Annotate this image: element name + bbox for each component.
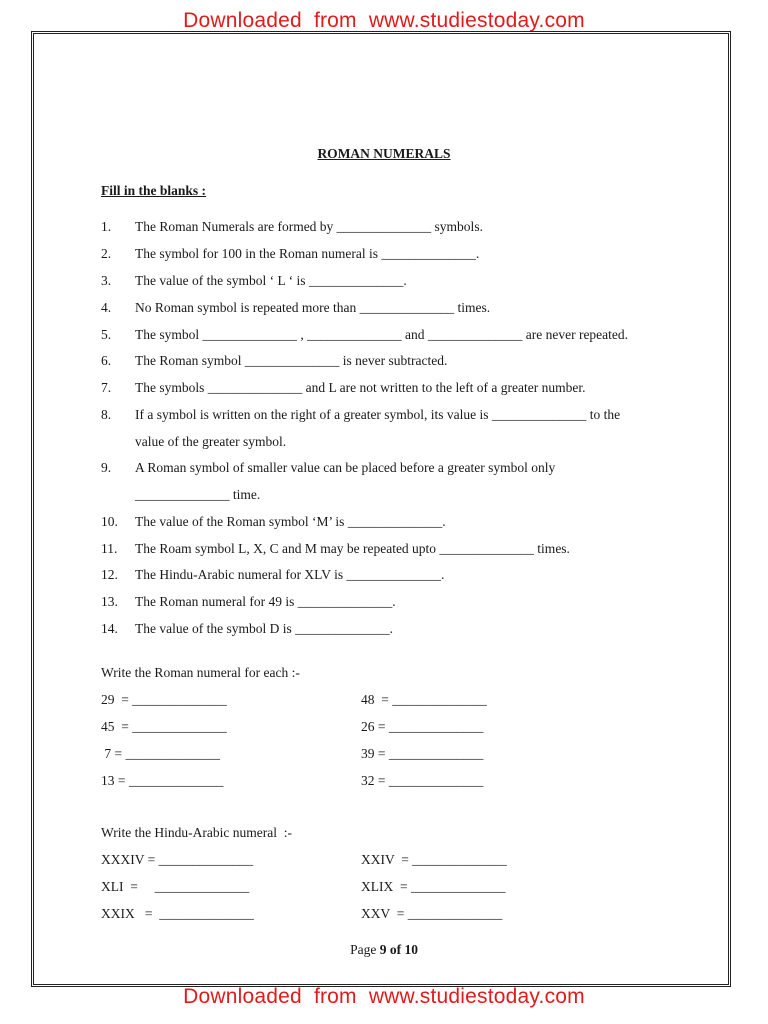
question-number: 12. xyxy=(101,567,118,582)
worksheet-title: ROMAN NUMERALS xyxy=(317,146,451,161)
question-item xyxy=(101,539,681,559)
total-pages: 10 xyxy=(404,942,418,957)
question-number: 8. xyxy=(101,407,112,422)
question-continuation xyxy=(101,432,681,452)
question-number: 13. xyxy=(101,594,118,609)
question-number: 7. xyxy=(101,380,112,395)
question-number: 9. xyxy=(101,460,112,475)
question-item xyxy=(101,217,681,237)
question-number: 10. xyxy=(101,514,118,529)
question-text: value of the greater symbol. xyxy=(135,434,287,449)
question-text: ______________ time. xyxy=(135,487,261,502)
hindu-arabic-exercise-right: XLIX = ______________ xyxy=(361,879,506,894)
page-border xyxy=(31,31,731,987)
roman-exercise-right: 32 = ______________ xyxy=(361,773,484,788)
question-text: The symbols ______________ and L are not written to the left of a greater number. xyxy=(135,380,586,395)
question-item xyxy=(101,405,681,425)
question-number: 11. xyxy=(101,541,118,556)
question-text: No Roman symbol is repeated more than ______________ times. xyxy=(135,300,491,315)
hindu-arabic-exercise-right: XXV = ______________ xyxy=(361,906,503,921)
question-item xyxy=(101,271,681,291)
question-text: The Roman Numerals are formed by ______________ symbols. xyxy=(135,219,483,234)
download-banner-top: Downloaded from www.studiestoday.com xyxy=(183,9,585,32)
question-item xyxy=(101,351,681,371)
question-text: The symbol for 100 in the Roman numeral is ______________. xyxy=(135,246,480,261)
page-number xyxy=(0,942,768,958)
question-number: 5. xyxy=(101,327,112,342)
question-text: The Hindu-Arabic numeral for XLV is ______________. xyxy=(135,567,445,582)
question-text: The Roman numeral for 49 is ______________. xyxy=(135,594,396,609)
question-continuation xyxy=(101,485,681,505)
roman-exercise-right: 26 = ______________ xyxy=(361,719,484,734)
question-item xyxy=(101,298,681,318)
question-item xyxy=(101,565,681,585)
hindu-arabic-exercise-right: XXIV = ______________ xyxy=(361,852,507,867)
question-item xyxy=(101,458,681,478)
question-item xyxy=(101,325,681,345)
question-text: A Roman symbol of smaller value can be placed before a greater symbol only xyxy=(135,460,556,475)
roman-exercise-left: 7 = ______________ xyxy=(101,746,220,761)
roman-exercise-right: 39 = ______________ xyxy=(361,746,484,761)
fill-blanks-heading: Fill in the blanks : xyxy=(101,183,207,198)
question-number: 3. xyxy=(101,273,112,288)
question-text: If a symbol is written on the right of a greater symbol, its value is ______________ to the xyxy=(135,407,621,422)
question-item xyxy=(101,244,681,264)
roman-section-heading: Write the Roman numeral for each :- xyxy=(101,665,300,680)
question-item xyxy=(101,378,681,398)
question-number: 2. xyxy=(101,246,112,261)
question-number: 6. xyxy=(101,353,112,368)
roman-exercise-right: 48 = ______________ xyxy=(361,692,487,707)
hindu-arabic-exercise-left: XXXIV = ______________ xyxy=(101,852,254,867)
question-number: 4. xyxy=(101,300,112,315)
question-text: The value of the Roman symbol ‘M’ is ______________. xyxy=(135,514,446,529)
question-item xyxy=(101,592,681,612)
question-text: The Roam symbol L, X, C and M may be repeated upto ______________ times. xyxy=(135,541,570,556)
question-item xyxy=(101,619,681,639)
question-number: 14. xyxy=(101,621,118,636)
question-text: The symbol ______________ , ______________ and ______________ are never repeated. xyxy=(135,327,629,342)
download-banner-bottom: Downloaded from www.studiestoday.com xyxy=(183,985,585,1008)
current-page: 9 xyxy=(379,942,387,957)
roman-exercise-left: 13 = ______________ xyxy=(101,773,224,788)
question-item xyxy=(101,512,681,532)
page-label: Page xyxy=(350,942,380,957)
question-text: The value of the symbol D is ______________. xyxy=(135,621,393,636)
hindu-arabic-exercise-left: XXIX = ______________ xyxy=(101,906,254,921)
question-text: The Roman symbol ______________ is never subtracted. xyxy=(135,353,448,368)
page-separator: of xyxy=(386,942,405,957)
question-number: 1. xyxy=(101,219,112,234)
hindu-arabic-exercise-left: XLI = ______________ xyxy=(101,879,250,894)
question-text: The value of the symbol ‘ L ‘ is ______________. xyxy=(135,273,407,288)
roman-exercise-left: 45 = ______________ xyxy=(101,719,227,734)
roman-exercise-left: 29 = ______________ xyxy=(101,692,227,707)
hindu-arabic-section-heading: Write the Hindu-Arabic numeral :- xyxy=(101,825,293,840)
